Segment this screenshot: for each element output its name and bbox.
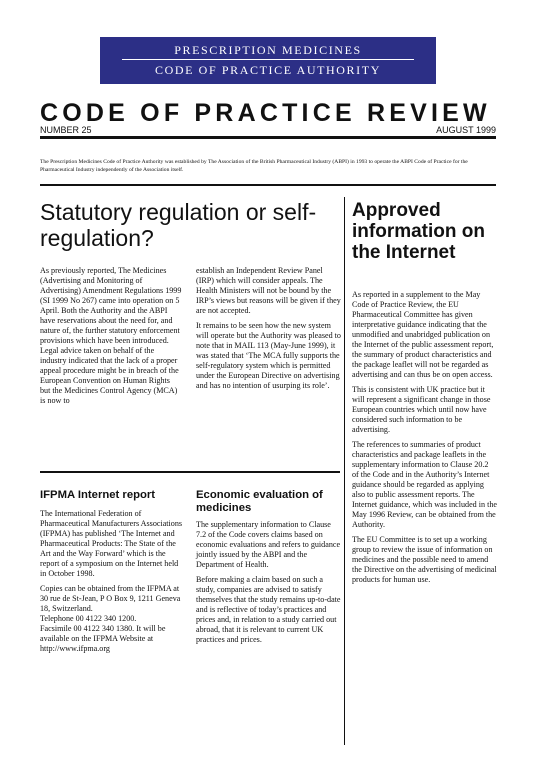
paragraph: The references to summaries of product characteristics and package leaflets in the supplementary information to Clause 20.2 of the Code and in the Authority’s Internet guidance should be regarded as applying also to public assessment reports. The Internet guidance, which was included in the May 1996 Review, can be obtained from the Authority. <box>352 440 497 529</box>
sidebar-heading: Approved information on the Internet <box>352 200 485 263</box>
masthead-banner <box>100 37 436 84</box>
masthead-line-1: PRESCRIPTION MEDICINES <box>174 43 362 57</box>
paragraph: Copies can be obtained from the IFPMA at 30 rue de St-Jean, P O Box 9, 1211 Geneva 18, Switzerland. <box>40 584 181 613</box>
intro-statement: The Prescription Medicines Code of Practice Authority was established by The Association of the British Pharmaceutical Industry (ABPI) in 1993 to operate the ABPI Code of Practice for the Pharmaceutical Industry independently of the Association itself. <box>40 159 468 173</box>
paragraph: Before making a claim based on such a study, companies are advised to satisfy themselves that the study remains up-to-date and is reflective of today’s practices and prices and, in relation to a study carried out abroad, that it is relevant to current UK practices and prices. <box>196 575 341 644</box>
paragraph: establish an Independent Review Panel (IRP) which will consider appeals. The Health Ministers will not be bound by the IRP’s views but reasons will be given if they are not accepted. <box>196 266 341 315</box>
publication-title: CODE OF PRACTICE REVIEW <box>40 99 491 127</box>
paragraph: As previously reported, The Medicines (Advertising and Monitoring of Advertising) Amendment Regulations 1999 (SI 1999 No 267) came into operation on 5 April. Both the Authority and the ABPI have reservations about the need for, and nature of, the further statutory enforcement provisions which have been introduced. Legal advice taken on behalf of the industry indicated that the lack of a proper appeal procedure might be in breach of the European Convention on Human Rights but the Medicines Control Agency (MCA) is now to <box>40 266 182 405</box>
masthead-divider <box>122 59 414 60</box>
column-divider <box>344 197 345 745</box>
paragraph: Telephone 00 4122 340 1200. <box>40 614 137 623</box>
paragraph: It remains to be seen how the new system will operate but the Authority was pleased to note that in MAIL 113 (May-June 1999), it was stated that ‘The MCA fully supports the self-regulatory system which is permitted under the European Directive on advertising and has no intention of usurping its role’. <box>196 321 341 390</box>
header-rule <box>40 136 496 139</box>
issue-date: AUGUST 1999 <box>436 125 496 135</box>
sidebar-body <box>352 290 497 590</box>
economic-heading: Economic evaluation of medicines <box>196 489 323 514</box>
main-article-column-2 <box>196 266 341 396</box>
issue-number: NUMBER 25 <box>40 125 92 135</box>
masthead-line-2: CODE OF PRACTICE AUTHORITY <box>155 63 381 77</box>
main-article-column-1 <box>40 266 182 411</box>
ifpma-body <box>40 509 185 659</box>
paragraph: The EU Committee is to set up a working group to review the issue of information on medicines and the possible need to amend the Directive on the advertising of medicinal products for human use. <box>352 535 497 584</box>
main-article-headline: Statutory regulation or self-regulation? <box>40 199 317 251</box>
ifpma-heading: IFPMA Internet report <box>40 489 156 501</box>
section-rule <box>40 471 340 473</box>
paragraph: This is consistent with UK practice but it will represent a significant change in those European countries which until now have considered such information to be advertising. <box>352 385 491 434</box>
intro-rule <box>40 184 496 186</box>
economic-body <box>196 520 341 650</box>
paragraph: The International Federation of Pharmaceutical Manufacturers Associations (IFPMA) has published ‘The Internet and Pharmaceutical Products: The State of the Art and the Way Forward’ which is the report of a symposium on the Internet held in October 1998. <box>40 509 183 578</box>
paragraph: As reported in a supplement to the May Code of Practice Review, the EU Pharmaceutical Committee has given interpretative guidance indicating that the unmodified and unabridged publication on the Internet of the public assessment report, the summary of product characteristics and the package leaflet will not be regarded as advertising and can thus be on open access. <box>352 290 494 379</box>
paragraph: Facsimile 00 4122 340 1380. It will be available on the IFPMA Website at http://www.ifpma.org <box>40 624 166 653</box>
paragraph: The supplementary information to Clause 7.2 of the Code covers claims based on economic evaluations and refers to guidance jointly issued by the ABPI and the Department of Health. <box>196 520 341 569</box>
